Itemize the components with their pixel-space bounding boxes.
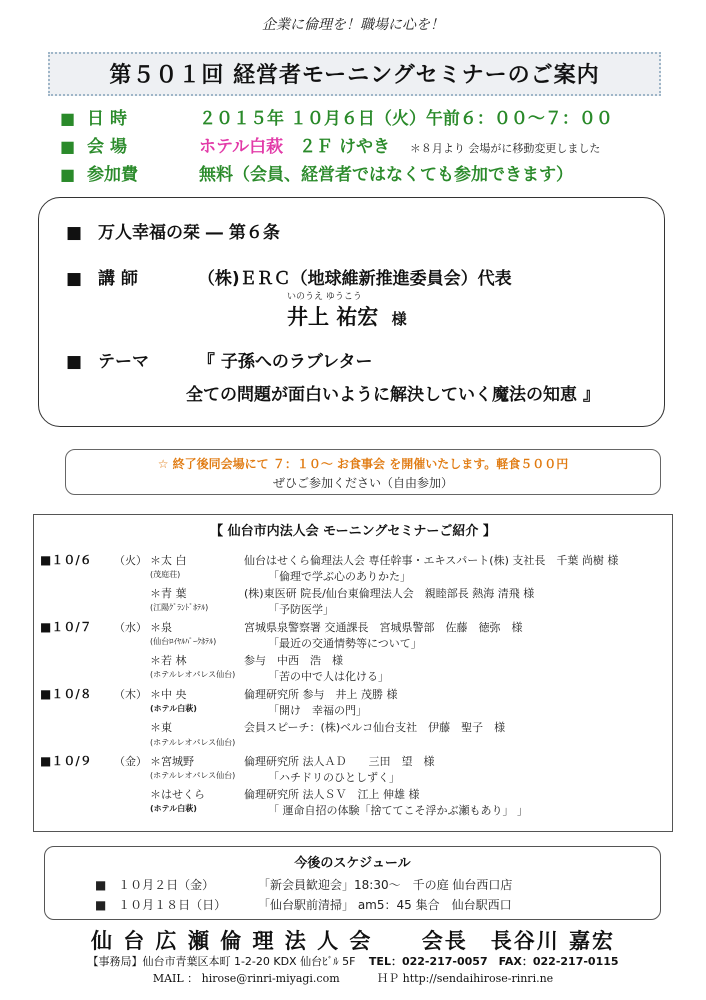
intro-speaker: 倫理研究所 参与 井上 茂勝 様	[244, 688, 398, 701]
intro-topic: 「倫理で学ぶ心のありかた」	[268, 570, 411, 583]
office-label: 【事務局】	[87, 955, 143, 968]
venue-label: 会 場	[87, 137, 127, 157]
intro-branch: ＊太 白	[150, 554, 187, 567]
dinner-line1: ☆ 終了後同会場にて ７：１０～ お食事会 を開催いたします。軽食５００円	[157, 457, 569, 471]
org-name: 仙 台 広 瀬 倫 理 法 人 会	[90, 929, 373, 953]
bullet-square-icon: ■	[95, 878, 107, 892]
intro-date: ■１０/６	[40, 553, 92, 567]
venue-note: ＊８月より 会場がに移動変更しました	[409, 142, 601, 155]
schedule-item	[95, 896, 512, 913]
footer-contact	[0, 970, 706, 986]
intro-branch: ＊泉	[150, 621, 172, 634]
intro-branch: ＊宮城野	[150, 755, 194, 768]
dinner-line2: ぜひご参加ください（自由参加）	[272, 476, 453, 490]
fee-row	[60, 160, 573, 185]
intro-venue: (ホテルレオパレス仙台)	[150, 738, 236, 747]
page-title: 第５０１回 経営者モーニングセミナーのご案内	[109, 63, 600, 88]
schedule-title: 今後のスケジュール	[294, 856, 411, 871]
bullet-square-icon: ■	[60, 109, 76, 128]
datetime-row	[60, 104, 613, 129]
intro-speaker: 会員スピーチ：(株)ベルコ仙台支社 伊藤 聖子 様	[244, 721, 506, 734]
homepage-url[interactable]: ＨＰ http://sendaihirose-rinri.ne	[377, 972, 554, 985]
lecturer-ruby: いのうえ ゆうこう	[287, 292, 362, 302]
intro-branch: ＊はせくら	[150, 788, 205, 801]
intro-branch: ＊中 央	[150, 688, 187, 701]
article-line	[66, 218, 280, 243]
article-text: 万人幸福の栞 ― 第６条	[97, 223, 280, 243]
schedule-event: 「新会員歓迎会」18:30～ 千の庭 仙台西口店	[258, 878, 513, 892]
intro-venue: (ホテルレオパレス仙台)	[150, 771, 236, 780]
mail-address[interactable]: MAIL ： hirose@rinri-miyagi.com	[152, 972, 340, 985]
slogan: 企業に倫理を！職場に心を！	[262, 17, 444, 33]
intro-weekday: （木）	[114, 688, 147, 701]
intro-venue: (江陽ｸﾞﾗﾝﾄﾞﾎﾃﾙ)	[150, 603, 209, 612]
footer-address	[0, 953, 706, 969]
intro-topic: 「苦の中で人は化ける」	[268, 670, 389, 683]
fee-value: 無料（会員、経営者ではなくても参加できます）	[198, 165, 573, 185]
intro-topic: 「開け 幸福の門」	[268, 704, 367, 717]
venue-row	[60, 132, 600, 157]
intro-date: ■１０/９	[40, 754, 92, 768]
theme-title-line1: 『 子孫へのラブレター	[197, 352, 373, 372]
intro-venue: (ホテル白萩)	[150, 704, 197, 713]
lecturer-label: 講 師	[97, 269, 138, 289]
intro-topic: 「ハチドリのひとしずく」	[268, 771, 400, 784]
bullet-square-icon: ■	[66, 223, 83, 243]
datetime-value: ２０１５年 １０月６日（火）午前６：００～７：００	[198, 109, 613, 129]
lecturer-honorific: 様	[391, 310, 407, 328]
bullet-square-icon: ■	[60, 137, 76, 156]
bullet-square-icon: ■	[60, 165, 76, 184]
intro-venue: (ホテルレオパレス仙台)	[150, 670, 236, 679]
footer-org-line	[0, 925, 706, 955]
intro-topic: 「予防医学」	[268, 603, 334, 616]
lecturer-name	[287, 301, 407, 331]
schedule-event: 「仙台駅前清掃」 am5：45 集合 仙台駅西口	[258, 898, 512, 912]
venue-name: ホテル白萩	[198, 137, 284, 157]
datetime-label: 日 時	[87, 109, 127, 129]
intro-weekday: （水）	[114, 621, 147, 634]
office-address: 仙台市青葉区本町 1-2-20 KDX 仙台ﾋﾞﾙ 5F	[142, 955, 356, 968]
intro-speaker: (株)東医研 院長/仙台東倫理法人会 親睦部長 熱海 清飛 様	[244, 587, 535, 600]
intro-speaker: 参与 中西 浩 様	[244, 654, 343, 667]
theme-line	[66, 347, 372, 372]
intro-date: ■１０/８	[40, 687, 92, 701]
intro-branch: ＊若 林	[150, 654, 187, 667]
tel-fax: TEL：022-217-0057 FAX：022-217-0115	[368, 955, 619, 968]
intro-topic: 「 運命自招の体験「捨ててこそ浮かぶ瀬もあり」 」	[268, 804, 528, 817]
intro-title: 【 仙台市内法人会 モーニングセミナーご紹介 】	[210, 524, 496, 539]
fee-label: 参加費	[87, 165, 139, 185]
theme-title-line2: 全ての問題が面白いように解決していく魔法の知恵 』	[186, 385, 600, 405]
intro-weekday: （金）	[114, 755, 147, 768]
bullet-square-icon: ■	[66, 269, 83, 289]
intro-weekday: （火）	[114, 554, 147, 567]
lecturer-name-text: 井上 祐宏	[287, 305, 379, 329]
theme-label: テーマ	[97, 352, 149, 372]
lecturer-org: （株)ＥＲＣ（地球維新推進委員会）代表	[197, 269, 512, 289]
bullet-square-icon: ■	[66, 352, 83, 372]
chairman: 会長 長谷川 嘉宏	[421, 929, 616, 953]
bullet-square-icon: ■	[95, 898, 107, 912]
intro-speaker: 仙台はせくら倫理法人会 専任幹事・エキスパート(株) 支社長 千葉 尚樹 様	[244, 554, 619, 567]
intro-branch: ＊東	[150, 721, 172, 734]
schedule-date: １０月２日（金）	[118, 878, 215, 892]
venue-floor: ２Ｆ けやき	[299, 137, 390, 157]
intro-speaker: 宮城県泉警察署 交通課長 宮城県警部 佐藤 徳弥 様	[244, 621, 523, 634]
intro-venue: (仙台ﾛｲﾔﾙﾊﾟｰｸﾎﾃﾙ)	[150, 637, 217, 646]
intro-venue: (ホテル白萩)	[150, 804, 197, 813]
intro-speaker: 倫理研究所 法人ＳＶ 江上 伸雄 様	[244, 788, 420, 801]
intro-speaker: 倫理研究所 法人ＡＤ 三田 望 様	[244, 755, 435, 768]
intro-branch: ＊青 葉	[150, 587, 187, 600]
schedule-item	[95, 876, 512, 893]
intro-topic: 「最近の交通情勢等について」	[268, 637, 422, 650]
intro-venue: (茂庭荘)	[150, 570, 181, 579]
intro-date: ■１０/７	[40, 620, 92, 634]
lecturer-line	[66, 264, 512, 289]
schedule-date: １０月１８日（日）	[118, 898, 227, 912]
